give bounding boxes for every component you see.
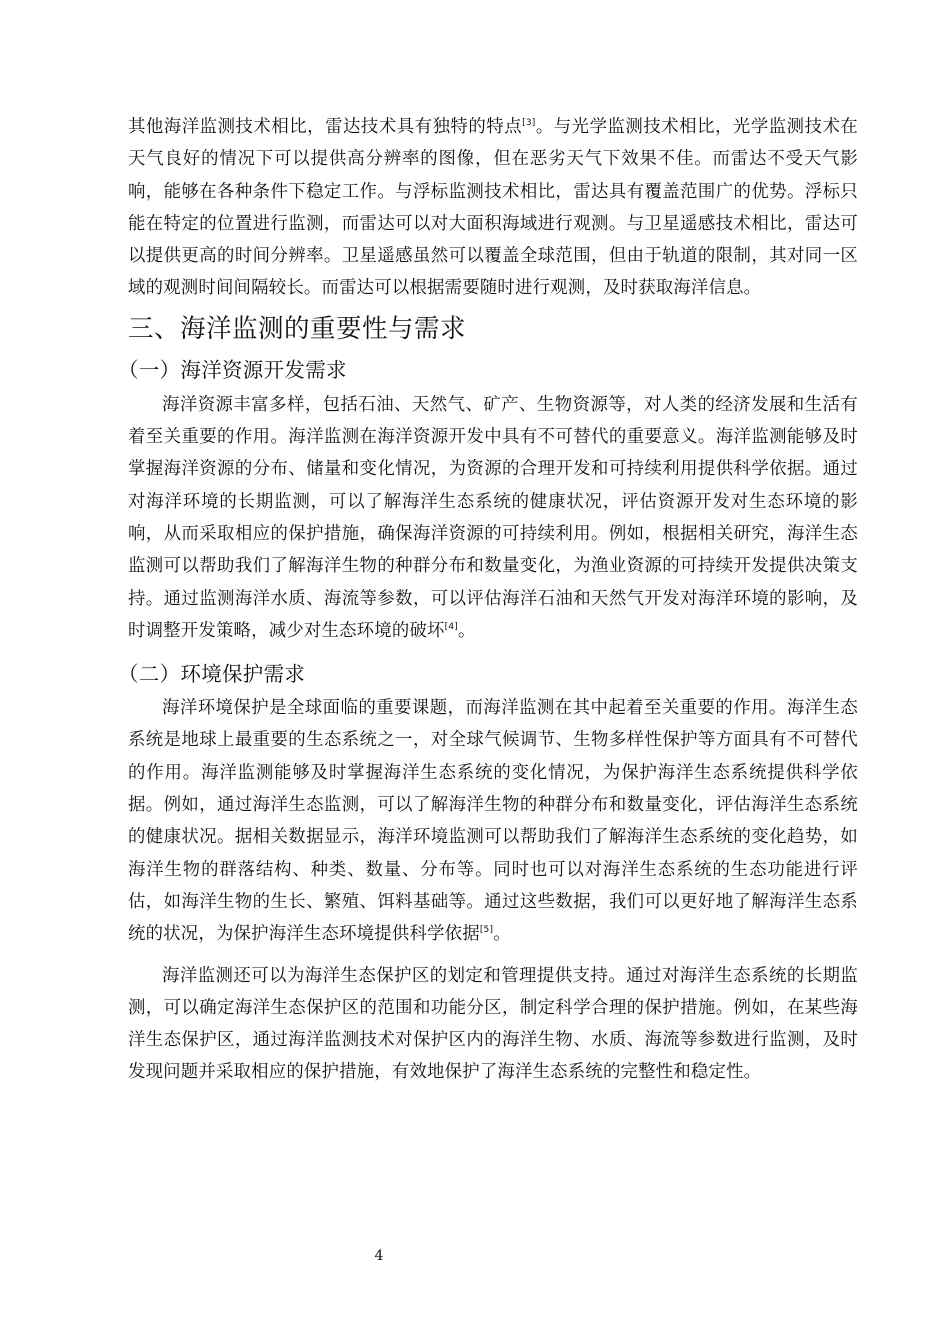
paragraph-radar-comparison <box>128 111 858 305</box>
subsection-heading-resource: （一）海洋资源开发需求 <box>118 357 347 382</box>
citation-ref: [4] <box>444 621 458 632</box>
page-number: 4 <box>374 1248 384 1264</box>
paragraph-resource-development <box>128 389 858 647</box>
paragraph-protected-areas: 海洋监测还可以为海洋生态保护区的划定和管理提供支持。通过对海洋生态系统的长期监测，可以确定海洋生态保护区的范围和功能分区，制定科学合理的保护措施。例如，在某些海洋生态保护区，通过海洋监测技术对保护区内的海洋生物、水质、海流等参数进行监测，及时发现问题并采取相应的保护措施，有效地保护了海洋生态系统的完整性和稳定性。 <box>128 965 858 1083</box>
paragraph-text: 海洋资源丰富多样，包括石油、天然气、矿产、生物资源等，对人类的经济发展和生活有着至关重要的作用。海洋监测在海洋资源开发中具有不可替代的重要意义。海洋监测能够及时掌握海洋资源的分布、储量和变化情况，为资源的合理开发和可持续利用提供科学依据。通过对海洋环境的长期监测，可以了解海洋生态系统的健康状况，评估资源开发对生态环境的影响，从而采取相应的保护措施，确保海洋资源的可持续利用。例如，根据相关研究，海洋生态监测可以帮助我们了解海洋生物的种群分布和数量变化，为渔业资源的可持续开发提供决策支持。通过监测海洋水质、海流等参数，可以评估海洋石油和天然气开发对海洋环境的影响，及时调整开发策略，减少对生态环境的破坏 <box>128 394 858 641</box>
page-body <box>118 111 858 1089</box>
paragraph-environment-protection <box>128 692 858 950</box>
paragraph-end: 。 <box>458 620 476 641</box>
citation-ref: [3] <box>522 118 536 128</box>
paragraph-text: 。与光学监测技术相比，光学监测技术在天气良好的情况下可以提供高分辨率的图像，但在恶劣天气下效果不佳。而雷达不受天气影响，能够在各种条件下稳定工作。与浮标监测技术相比，雷达具有覆盖范围广的优势。浮标只能在特定的位置进行监测，而雷达可以对大面积海域进行观测。与卫星遥感技术相比，雷达可以提供更高的时间分辨率。卫星遥感虽然可以覆盖全球范围，但由于轨道的限制，其对同一区域的观测时间间隔较长。而雷达可以根据需要随时进行观测，及时获取海洋信息。 <box>128 117 858 299</box>
citation-ref: [5] <box>479 925 494 936</box>
section-heading: 三、海洋监测的重要性与需求 <box>128 313 467 344</box>
paragraph-text: 其他海洋监测技术相比，雷达技术具有独特的特点 <box>128 117 523 137</box>
paragraph-text: 海洋环境保护是全球面临的重要课题，而海洋监测在其中起着至关重要的作用。海洋生态系统是地球上最重要的生态系统之一，对全球气候调节、生物多样性保护等方面具有不可替代的作用。海洋监测能够及时掌握海洋生态系统的变化情况，为保护海洋生态系统提供科学依据。例如，通过海洋生态监测，可以了解海洋生物的种群分布和数量变化，评估海洋生态系统的健康状况。据相关数据显示，海洋环境监测可以帮助我们了解海洋生态系统的变化趋势，如海洋生物的群落结构、种类、数量、分布等。同时也可以对海洋生态系统的生态功能进行评估，如海洋生物的生长、繁殖、饵料基础等。通过这些数据，我们可以更好地了解海洋生态系统的状况，为保护海洋生态环境提供科学依据 <box>128 698 858 945</box>
paragraph-end: 。 <box>493 924 511 945</box>
subsection-heading-environment: （二）环境保护需求 <box>118 662 306 687</box>
